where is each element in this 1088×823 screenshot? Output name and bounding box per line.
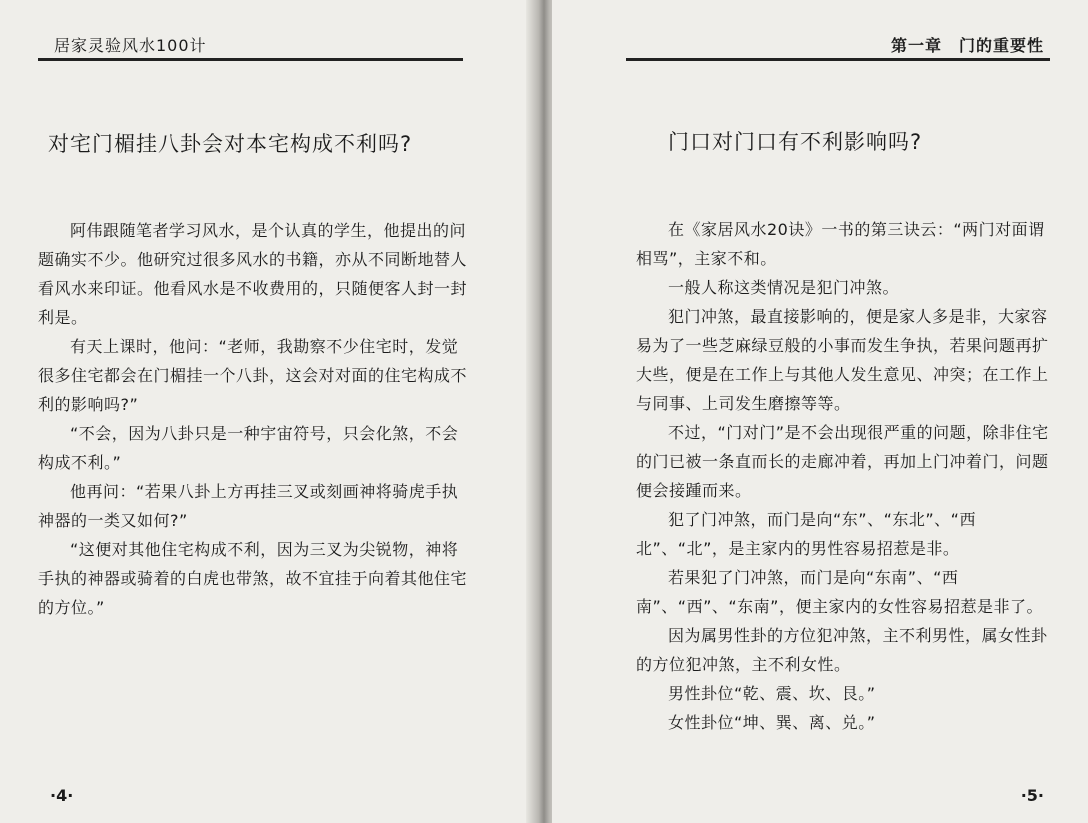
running-head: 第一章 门的重要性 [890, 36, 1044, 55]
verse-line: 女性卦位“坤、巽、离、兑。” [668, 713, 876, 732]
page-number: ·5· [1020, 786, 1044, 805]
paragraph: “这便对其他住宅构成不利，因为三叉为尖锐物，神将手执的神器或骑着的白虎也带煞，故不宜挂于向着其他住宅的方位。” [38, 540, 468, 617]
paragraph: 阿伟跟随笔者学习风水，是个认真的学生，他提出的问题确实不少。他研究过很多风水的书籍，亦从不同断地替人看风水来印证。他看风水是不收费用的，只随便客人封一封利是。 [38, 221, 468, 327]
body-text [38, 216, 468, 622]
paragraph: 在《家居风水20诀》一书的第三诀云：“两门对面谓相骂”，主家不和。 [636, 220, 1045, 268]
body-text [636, 215, 1056, 737]
header-rule [626, 58, 1050, 61]
paragraph: “不会，因为八卦只是一种宇宙符号，只会化煞，不会构成不利。” [38, 424, 459, 472]
verse-line: 男性卦位“乾、震、坎、艮。” [668, 684, 876, 703]
section-title: 对宅门楣挂八卦会对本宅构成不利吗? [48, 132, 413, 156]
right-page [552, 0, 1088, 823]
header-rule [38, 58, 463, 61]
paragraph: 他再问：“若果八卦上方再挂三叉或刻画神将骑虎手执神器的一类又如何?” [38, 482, 459, 530]
paragraph: 犯门冲煞，最直接影响的，便是家人多是非，大家容易为了一些芝麻绿豆般的小事而发生争执，若果问题再扩大些，便是在工作上与其他人发生意见、冲突；在工作上与同事、上司发生磨擦等等。 [636, 307, 1049, 413]
left-page [0, 0, 536, 823]
paragraph: 因为属男性卦的方位犯冲煞，主不利男性，属女性卦的方位犯冲煞，主不利女性。 [636, 626, 1048, 674]
paragraph: 不过，“门对门”是不会出现很严重的问题，除非住宅的门已被一条直而长的走廊冲着，再加上门冲着门，问题便会接踵而来。 [636, 423, 1049, 500]
paragraph: 犯了门冲煞，而门是向“东”、“东北”、“西北”、“北”，是主家内的男性容易招惹是非。 [636, 510, 976, 558]
paragraph: 一般人称这类情况是犯门冲煞。 [668, 278, 900, 297]
running-head: 居家灵验风水100计 [54, 36, 207, 55]
page-number: ·4· [50, 786, 74, 805]
section-title: 门口对门口有不利影响吗? [668, 130, 923, 154]
paragraph: 若果犯了门冲煞，而门是向“东南”、“西南”、“西”、“东南”，便主家内的女性容易招惹是非了。 [636, 568, 1043, 616]
paragraph: 有天上课时，他问：“老师，我勘察不少住宅时，发觉很多住宅都会在门楣挂一个八卦，这会对对面的住宅构成不利的影响吗?” [38, 337, 468, 414]
